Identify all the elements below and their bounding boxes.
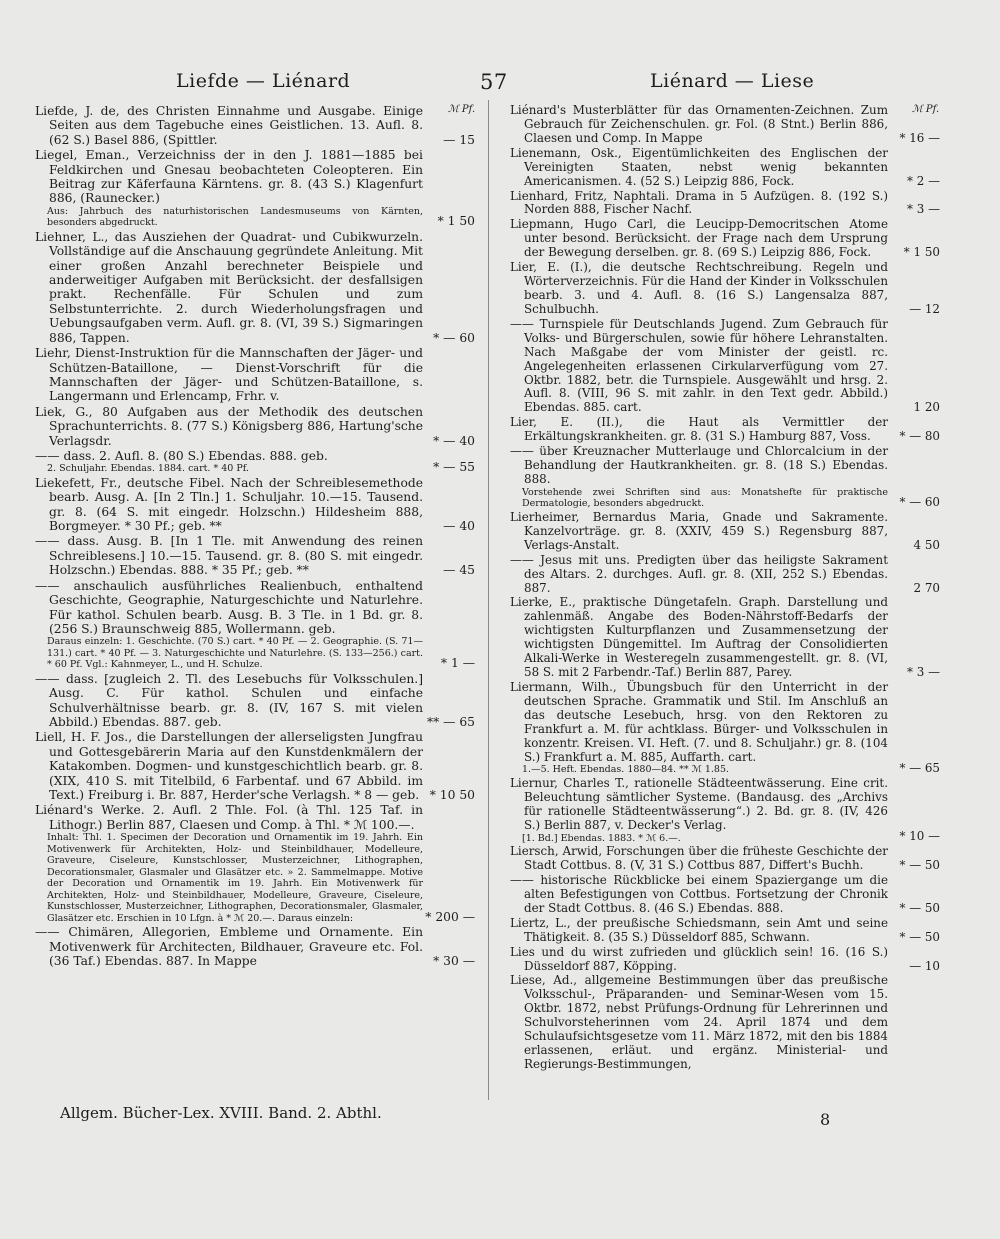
entry-price: * 30 — — [433, 954, 475, 969]
entry-price: * — 60 — [899, 494, 940, 509]
entry-price: * — 65 — [899, 761, 940, 776]
entry-price: * 200 — — [425, 909, 475, 924]
entry-price: * — 50 — [899, 858, 940, 873]
entry-price: * — 50 — [899, 900, 940, 915]
entry-text: —— über Kreuznacher Mutterlauge und Chlorcalcium in der Behandlung der Hautkrankheiten. gr. 8. (18 S.) Ebendas. 888. — [510, 444, 888, 486]
entry-price: * — 40 — [433, 433, 475, 448]
entry-text: Liénard's Werke. 2. Aufl. 2 Thle. Fol. (à Thl. 125 Taf. in Lithogr.) Berlin 887, Claesen und Comp. à Thl. * ℳ 100.—. — [35, 803, 423, 832]
catalog-entry — [510, 946, 940, 974]
price-column-head-right: ℳ Pf. — [912, 104, 940, 115]
entry-price: * 10 — — [899, 829, 940, 844]
catalog-entry — [35, 579, 475, 671]
entry-text: Liehr, Dienst-Instruktion für die Mannschaften der Jäger- und Schützen-Bataillone, — Dienst-Vorschrift für die Mannschaften der Jäger- und Schützen-Bataillone, s. Langermann und Erlencamp, Frhr. v. — [35, 346, 423, 404]
entry-text: Liegel, Eman., Verzeichniss der in den J. 1881—1885 bei Feldkirchen und Gnesau beobachteten Coleopteren. Ein Beitrag zur Käferfauna Kärntens. gr. 8. (43 S.) Klagenfurt 886, (Raunecker.) — [35, 148, 423, 206]
catalog-entry — [35, 346, 475, 404]
entry-text: —— dass. Ausg. B. [In 1 Tle. mit Anwendung des reinen Schreiblesens.] 10.—15. Tausend. gr. 8. (80 S. mit eingedr. Holzschn.) Ebendas. 888. * 35 Pf.; geb. ** — [35, 534, 423, 578]
catalog-entry — [35, 803, 475, 924]
entry-text: —— historische Rückblicke bei einem Spaziergange um die alten Befestigungen von Cottbus. Fortsetzung der Chronik der Stadt Cottbus. 8. (46 S.) Ebendas. 888. — [510, 873, 888, 915]
entry-note: 1.—5. Heft. Ebendas. 1880—84. ** ℳ 1.85. — [522, 764, 730, 776]
catalog-entry — [35, 148, 475, 229]
entry-price: * 3 — — [907, 665, 940, 680]
entry-price: 2 70 — [913, 580, 940, 595]
catalog-entry — [510, 845, 940, 873]
catalog-entry — [510, 218, 940, 260]
entry-price: — 45 — [443, 563, 475, 578]
entry-text: Lierheimer, Bernardus Maria, Gnade und Sakramente. Kanzelvorträge. gr. 8. (XXIV, 459 S.) Regensburg 887, Verlags-Anstalt. — [510, 509, 888, 552]
entry-price: * 2 — — [907, 173, 940, 188]
entry-text: Liersch, Arwid, Forschungen über die früheste Geschichte der Stadt Cottbus. 8. (V, 31 S.) Cottbus 887, Differt's Buchh. — [510, 844, 888, 873]
entry-text: Liek, G., 80 Aufgaben aus der Methodik des deutschen Sprachunterrichts. 8. (77 S.) Königsberg 886, Hartung'sche Verlagsdr. — [35, 404, 423, 448]
entry-text: —— anschaulich ausführliches Realienbuch, enthaltend Geschichte, Geographie, Naturgeschichte und Naturlehre. Für kathol. Schulen bearb. Ausg. B. 3 Tle. in 1 Bd. gr. 8. (256 S.) Braunschweig 885, Wollermann. geb. — [35, 578, 423, 636]
catalog-entry — [35, 230, 475, 345]
entry-price: * 1 50 — [437, 214, 475, 229]
entry-text: Liefde, J. de, des Christen Einnahme und Ausgabe. Einige Seiten aus dem Tagebuche eines Geistlichen. 13. Aufl. 8. (62 S.) Basel 886, (Spittler. — [35, 104, 423, 147]
entry-text: —— Jesus mit uns. Predigten über das heiligste Sakrament des Altars. 2. durchges. Aufl. gr. 8. (XII, 252 S.) Ebendas. 887. — [510, 552, 888, 595]
header-left: Liefde — Liénard — [176, 70, 351, 92]
entry-price: * 1 50 — [903, 245, 940, 260]
catalog-entry — [35, 476, 475, 534]
entry-price: * 3 — — [907, 202, 940, 217]
catalog-entry — [35, 672, 475, 730]
entry-price: * 1 — — [440, 656, 475, 671]
catalog-entry — [510, 318, 940, 415]
entry-text: Liese, Ad., allgemeine Bestimmungen über das preußische Volksschul-, Präparanden- und Seminar-Wesen vom 15. Oktbr. 1872, nebst Prüfungs-Ordnung für Lehrerinnen und Schulvorsteherinnen vom 24. April 1874 und dem Schulaufsichtsgesetze vom 11. März 1872, mit den bis 1884 erlassenen, erläut. und ergänz. Ministerial- und Regierungs-Bestimmungen, — [510, 973, 888, 1071]
catalog-entry — [510, 261, 940, 317]
price-column-head-left: ℳ Pf. — [448, 104, 476, 115]
entry-text: Liernur, Charles T., rationelle Städteentwässerung. Eine crit. Beleuchtung sämtlicher Systeme. (Bandausg. des „Archivs für rationelle Städteentwässerung“.) 2. Bd. gr. 8. (IV, 426 S.) Berlin 887, v. Decker's Verlag. — [510, 775, 888, 832]
entry-text: Liénard's Musterblätter für das Ornamenten-Zeichnen. Zum Gebrauch für Zeichenschulen. gr. Fol. (8 Stnt.) Berlin 886, Claesen und Comp. In Mappe — [510, 103, 888, 145]
entry-text: Lier, E. (I.), die deutsche Rechtschreibung. Regeln und Wörterverzeichnis. Für die Hand der Kinder in Volksschulen bearb. 3. und 4. Aufl. 8. (16 S.) Langensalza 887, Schulbuchh. — [510, 260, 888, 316]
entry-price: — 10 — [909, 958, 940, 973]
entry-price: ** — 65 — [426, 715, 475, 730]
catalog-entry — [35, 925, 475, 968]
entry-text: Liertz, L., der preußische Schiedsmann, sein Amt und seine Thätigkeit. 8. (35 S.) Düsseldorf 885, Schwann. — [510, 915, 888, 944]
catalog-entry — [510, 974, 940, 1071]
entry-price: 4 50 — [913, 537, 940, 552]
entry-text: Liepmann, Hugo Carl, die Leucipp-Democritschen Atome unter besond. Berücksicht. der Frage nach dem Ursprung der Bewegung derselben. gr. 8. (69 S.) Leipzig 886, Fock. — [510, 217, 888, 260]
entry-note: Vorstehende zwei Schriften sind aus: Monatshefte für praktische Dermatologie, besonders abgedruckt. — [522, 486, 888, 510]
catalog-entry — [35, 405, 475, 448]
catalog-entry — [510, 596, 940, 680]
catalog-entry — [510, 511, 940, 553]
header-right: Liénard — Liese — [650, 70, 815, 92]
catalog-entry — [510, 147, 940, 189]
entry-text: Liermann, Wilh., Übungsbuch für den Unterricht in der deutschen Sprache. Grammatik und Stil. Im Anschluß an das deutsche Lesebuch, hrsg. von den Rektoren zu Frankfurt a. M. für achtklass. Bürger- und Volksschulen in konzentr. Kreisen. VI. Heft. (7. und 8. Schuljahr.) gr. 8. (104 S.) Frankfurt a. M. 885, Auffarth. cart. — [510, 679, 888, 764]
entry-text: Lienhard, Fritz, Naphtali. Drama in 5 Aufzügen. 8. (192 S.) Norden 888, Fischer Nachf. — [510, 188, 888, 217]
entry-text: —— Turnspiele für Deutschlands Jugend. Zum Gebrauch für Volks- und Bürgerschulen, sowie für höhere Lehranstalten. Nach Maßgabe der vom Minister der geistl. rc. Angelegenheiten erlassenen Cirkularverfügung vom 27. Oktbr. 1882, betr. die Turnspiele. Ausgewählt und hrsg. 2. Aufl. 8. (VIII, 96 S. mit zahlr. in den Text gedr. Abbild.) Ebendas. 885. cart. — [510, 316, 888, 415]
entry-text: Liell, H. F. Jos., die Darstellungen der allerseligsten Jungfrau und Gottesgebärerin Maria auf den Kunstdenkmälern der Katakomben. Dogmen- und kunstgeschichtlich bearb. gr. 8. (XIX, 410 S. mit Titelbild, 6 Farbentaf. und 67 Abbild. im Text.) Freiburg i. Br. 887, Herder'sche Verlagsh. * 8 — geb. — [35, 730, 423, 803]
entry-price: — 15 — [443, 132, 475, 147]
column-divider — [488, 100, 489, 1100]
entry-text: Liehner, L., das Ausziehen der Quadrat- und Cubikwurzeln. Vollständige auf die Anschauung gegründete Anleitung. Mit einer großen Anzahl berechneter Beispiele und anderweitiger Aufgaben mit Berücksicht. der desfallsigen prakt. Rechenfälle. Für Schulen und zum Selbstunterrichte. 2. durch Wiederholungsfragen und Uebungsaufgaben verm. Aufl. gr. 8. (VI, 39 S.) Sigmaringen 886, Tappen. — [35, 229, 423, 345]
entry-text: —— dass. [zugleich 2. Tl. des Lesebuchs für Volksschulen.] Ausg. C. Für kathol. Schulen und einfache Schulverhältnisse bearb. gr. 8. (IV, 167 S. mit vielen Abbild.) Ebendas. 887. geb. — [35, 671, 423, 730]
entry-price: * 10 50 — [429, 788, 475, 803]
entry-note: Daraus einzeln: 1. Geschichte. (70 S.) cart. * 40 Pf. — 2. Geographie. (S. 71—131.) cart. * 40 Pf. — 3. Naturgeschichte und Naturlehre. (S. 133—256.) cart. * 60 Pf. Vgl.: Kahnmeyer, L., und H. Schulze. — [47, 636, 423, 671]
catalog-entry — [510, 681, 940, 776]
entry-price: 1 20 — [913, 400, 940, 415]
entry-note: Inhalt: Thl. 1. Specimen der Decoration und Ornamentik im 19. Jahrh. Ein Motivenwerk für Architekten, Holz- und Steinbildhauer, Modelleure, Graveure, Ciseleure, Kunstschlosser, Musterzeichner, Lithographen, Decorationsmaler, Glasmaler und Glasätzer etc. » 2. Sammelmappe. Motive der Decoration und Ornamentik im 19. Jahrh. Ein Motivenwerk für Architekten, Holz- und Steinbildhauer, Modelleure, Graveure, Ciseleure, Kunstschlosser, Musterzeichner, Lithographen, Decorationsmaler, Glasmaler, Glasätzer etc. Erschien in 10 Lfgn. à * ℳ 20.—. Daraus einzeln: — [47, 832, 423, 924]
entry-price: * — 50 — [899, 929, 940, 944]
catalog-entry — [35, 104, 475, 147]
footer-volume-line: Allgem. Bücher-Lex. XVIII. Band. 2. Abthl. — [60, 1104, 382, 1122]
catalog-entry — [510, 917, 940, 945]
entry-price: * — 55 — [433, 460, 475, 475]
footer-signature: 8 — [820, 1110, 831, 1129]
entry-text: —— dass. 2. Aufl. 8. (80 S.) Ebendas. 888. geb. — [35, 448, 328, 463]
catalog-entry — [510, 416, 940, 444]
entry-price: * 16 — — [899, 130, 940, 145]
catalog-entry — [510, 874, 940, 916]
catalog-entry — [35, 449, 475, 475]
catalog-entry — [510, 777, 940, 844]
entry-price: — 12 — [909, 301, 940, 316]
entry-price: — 40 — [443, 519, 475, 534]
entry-text: —— Chimären, Allegorien, Embleme und Ornamente. Ein Motivenwerk für Architecten, Bildhauer, Graveure etc. Fol. (36 Taf.) Ebendas. 887. In Mappe — [35, 925, 423, 969]
catalog-entry — [510, 104, 940, 146]
catalog-entry — [510, 190, 940, 218]
entry-text: Lier, E. (II.), die Haut als Vermittler der Erkältungskrankheiten. gr. 8. (31 S.) Hamburg 887, Voss. — [510, 415, 888, 444]
right-column — [510, 104, 940, 1073]
entry-text: Lienemann, Osk., Eigentümlichkeiten des Englischen der Vereinigten Staaten, nebst wenig bekannten Americanismen. 4. (52 S.) Leipzig 886, Fock. — [510, 145, 888, 188]
left-column — [35, 104, 475, 970]
entry-note: 2. Schuljahr. Ebendas. 1884. cart. * 40 Pf. — [47, 463, 249, 475]
catalog-entry — [35, 730, 475, 802]
entry-text: Lies und du wirst zufrieden und glücklich sein! 16. (16 S.) Düsseldorf 887, Köpping. — [510, 944, 888, 973]
catalog-entry — [35, 534, 475, 577]
entry-price: * — 60 — [433, 330, 475, 345]
page-number: 57 — [480, 70, 508, 94]
entry-note: Aus: Jahrbuch des naturhistorischen Landesmuseums von Kärnten, besonders abgedruckt. — [47, 205, 423, 229]
entry-text: Lierke, E., praktische Düngetafeln. Graph. Darstellung und zahlenmäß. Angabe des Boden-Nährstoff-Bedarfs der wichtigsten Kulturpflanzen und Zusammensetzung der wichtigsten Düngemittel. Im Auftrag der Consolidierten Alkali-Werke in Westeregeln zusammengestellt. gr. 8. (VI, 58 S. mit 2 Farbendr.-Taf.) Berlin 887, Parey. — [510, 595, 888, 680]
entry-price: * — 80 — [899, 429, 940, 444]
catalog-entry — [510, 445, 940, 510]
catalog-entry — [510, 554, 940, 596]
entry-text: Liekefett, Fr., deutsche Fibel. Nach der Schreiblesemethode bearb. Ausg. A. [In 2 Tln.] 1. Schuljahr. 10.—15. Tausend. gr. 8. (64 S. mit eingedr. Holzschn.) Hildesheim 888, Borgmeyer. * 30 Pf.; geb. ** — [35, 475, 423, 534]
entry-note: [1. Bd.] Ebendas. 1883. * ℳ 6.—. — [522, 832, 681, 844]
